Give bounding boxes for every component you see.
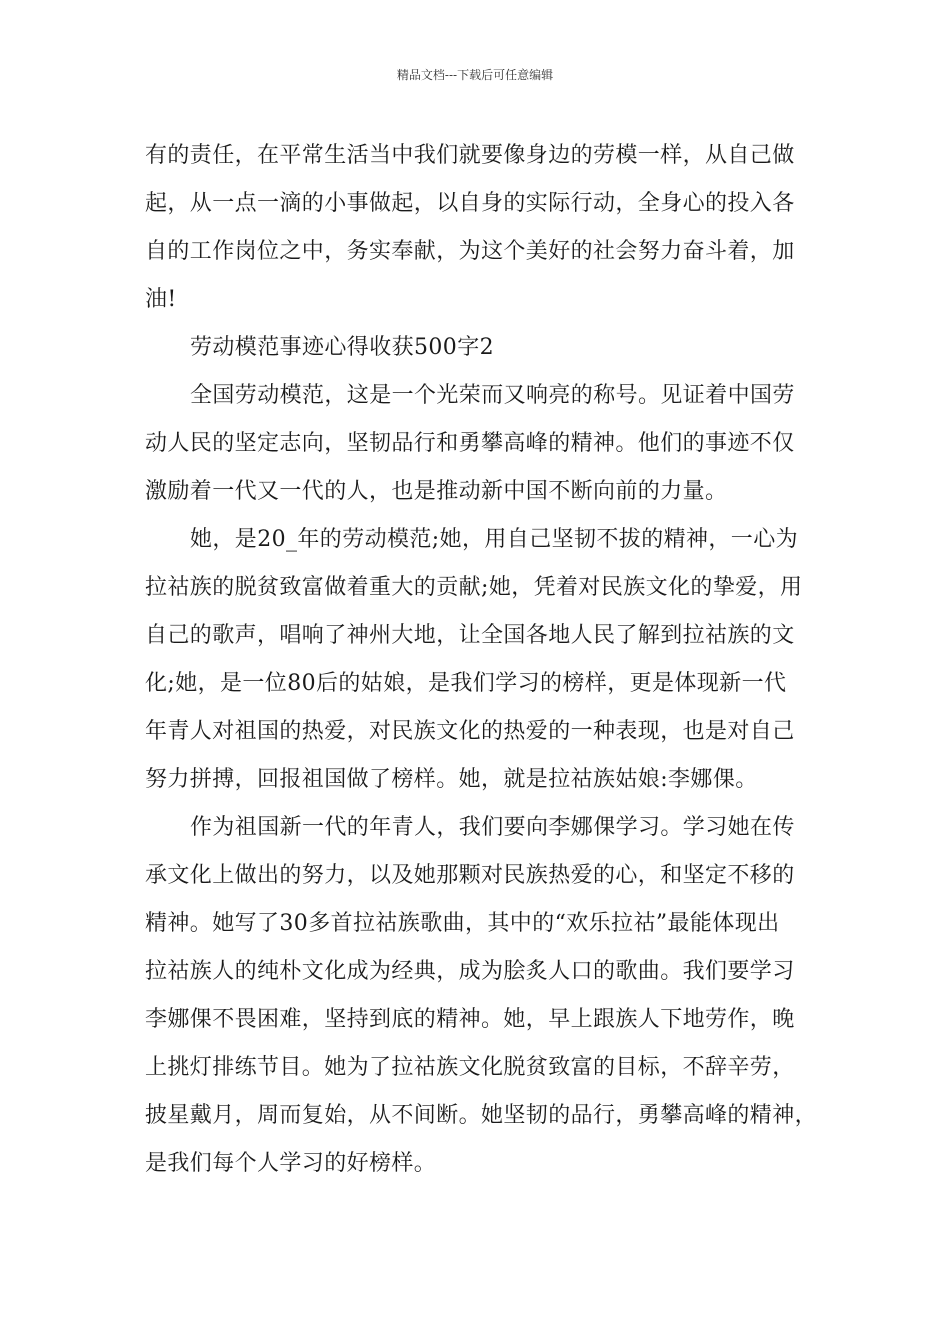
section-heading: 劳动模范事迹心得收获500字2 [190,335,494,360]
text-line: 自的工作岗位之中，务实奉献，为这个美好的社会努力奋斗着，加 [145,239,795,264]
text-line: 年青人对祖国的热爱，对民族文化的热爱的一种表现，也是对自己 [145,719,795,744]
text-line: 努力拼搏，回报祖国做了榜样。她，就是拉祜族姑娘:李娜倮。 [145,767,758,792]
text-line: 激励着一代又一代的人，也是推动新中国不断向前的力量。 [145,479,728,504]
text-line: 全国劳动模范，这是一个光荣而又响亮的称号。见证着中国劳 [190,383,795,408]
text-line: 承文化上做出的努力，以及她那颗对民族热爱的心，和坚定不移的 [145,863,795,888]
document-body [145,132,825,1188]
text-line: 自己的歌声，唱响了神州大地，让全国各地人民了解到拉祜族的文 [145,623,795,648]
text-line: 她，是20_年的劳动模范;她，用自己坚韧不拔的精神，一心为 [190,527,799,552]
text-line: 披星戴月，周而复始，从不间断。她坚韧的品行，勇攀高峰的精神， [145,1103,818,1128]
text-line: 油! [145,287,177,312]
text-line: 精神。她写了30多首拉祜族歌曲，其中的“欢乐拉祜”最能体现出 [145,911,780,936]
text-line: 李娜倮不畏困难，坚持到底的精神。她，早上跟族人下地劳作，晚 [145,1007,795,1032]
text-line: 是我们每个人学习的好榜样。 [145,1151,437,1176]
text-line: 有的责任，在平常生活当中我们就要像身边的劳模一样，从自己做 [145,143,795,168]
text-line: 作为祖国新一代的年青人，我们要向李娜倮学习。学习她在传 [190,815,795,840]
text-line: 起，从一点一滴的小事做起，以自身的实际行动，全身心的投入各 [145,191,795,216]
text-line: 上挑灯排练节目。她为了拉祜族文化脱贫致富的目标，不辞辛劳， [145,1055,795,1080]
text-line: 拉祜族人的纯朴文化成为经典，成为脍炙人口的歌曲。我们要学习 [145,959,795,984]
page-header: 精品文档---下载后可任意编辑 [396,68,554,82]
text-line: 拉祜族的脱贫致富做着重大的贡献;她，凭着对民族文化的挚爱，用 [145,575,803,600]
text-line: 动人民的坚定志向，坚韧品行和勇攀高峰的精神。他们的事迹不仅 [145,431,795,456]
text-line: 化;她，是一位80后的姑娘，是我们学习的榜样，更是体现新一代 [145,671,787,696]
